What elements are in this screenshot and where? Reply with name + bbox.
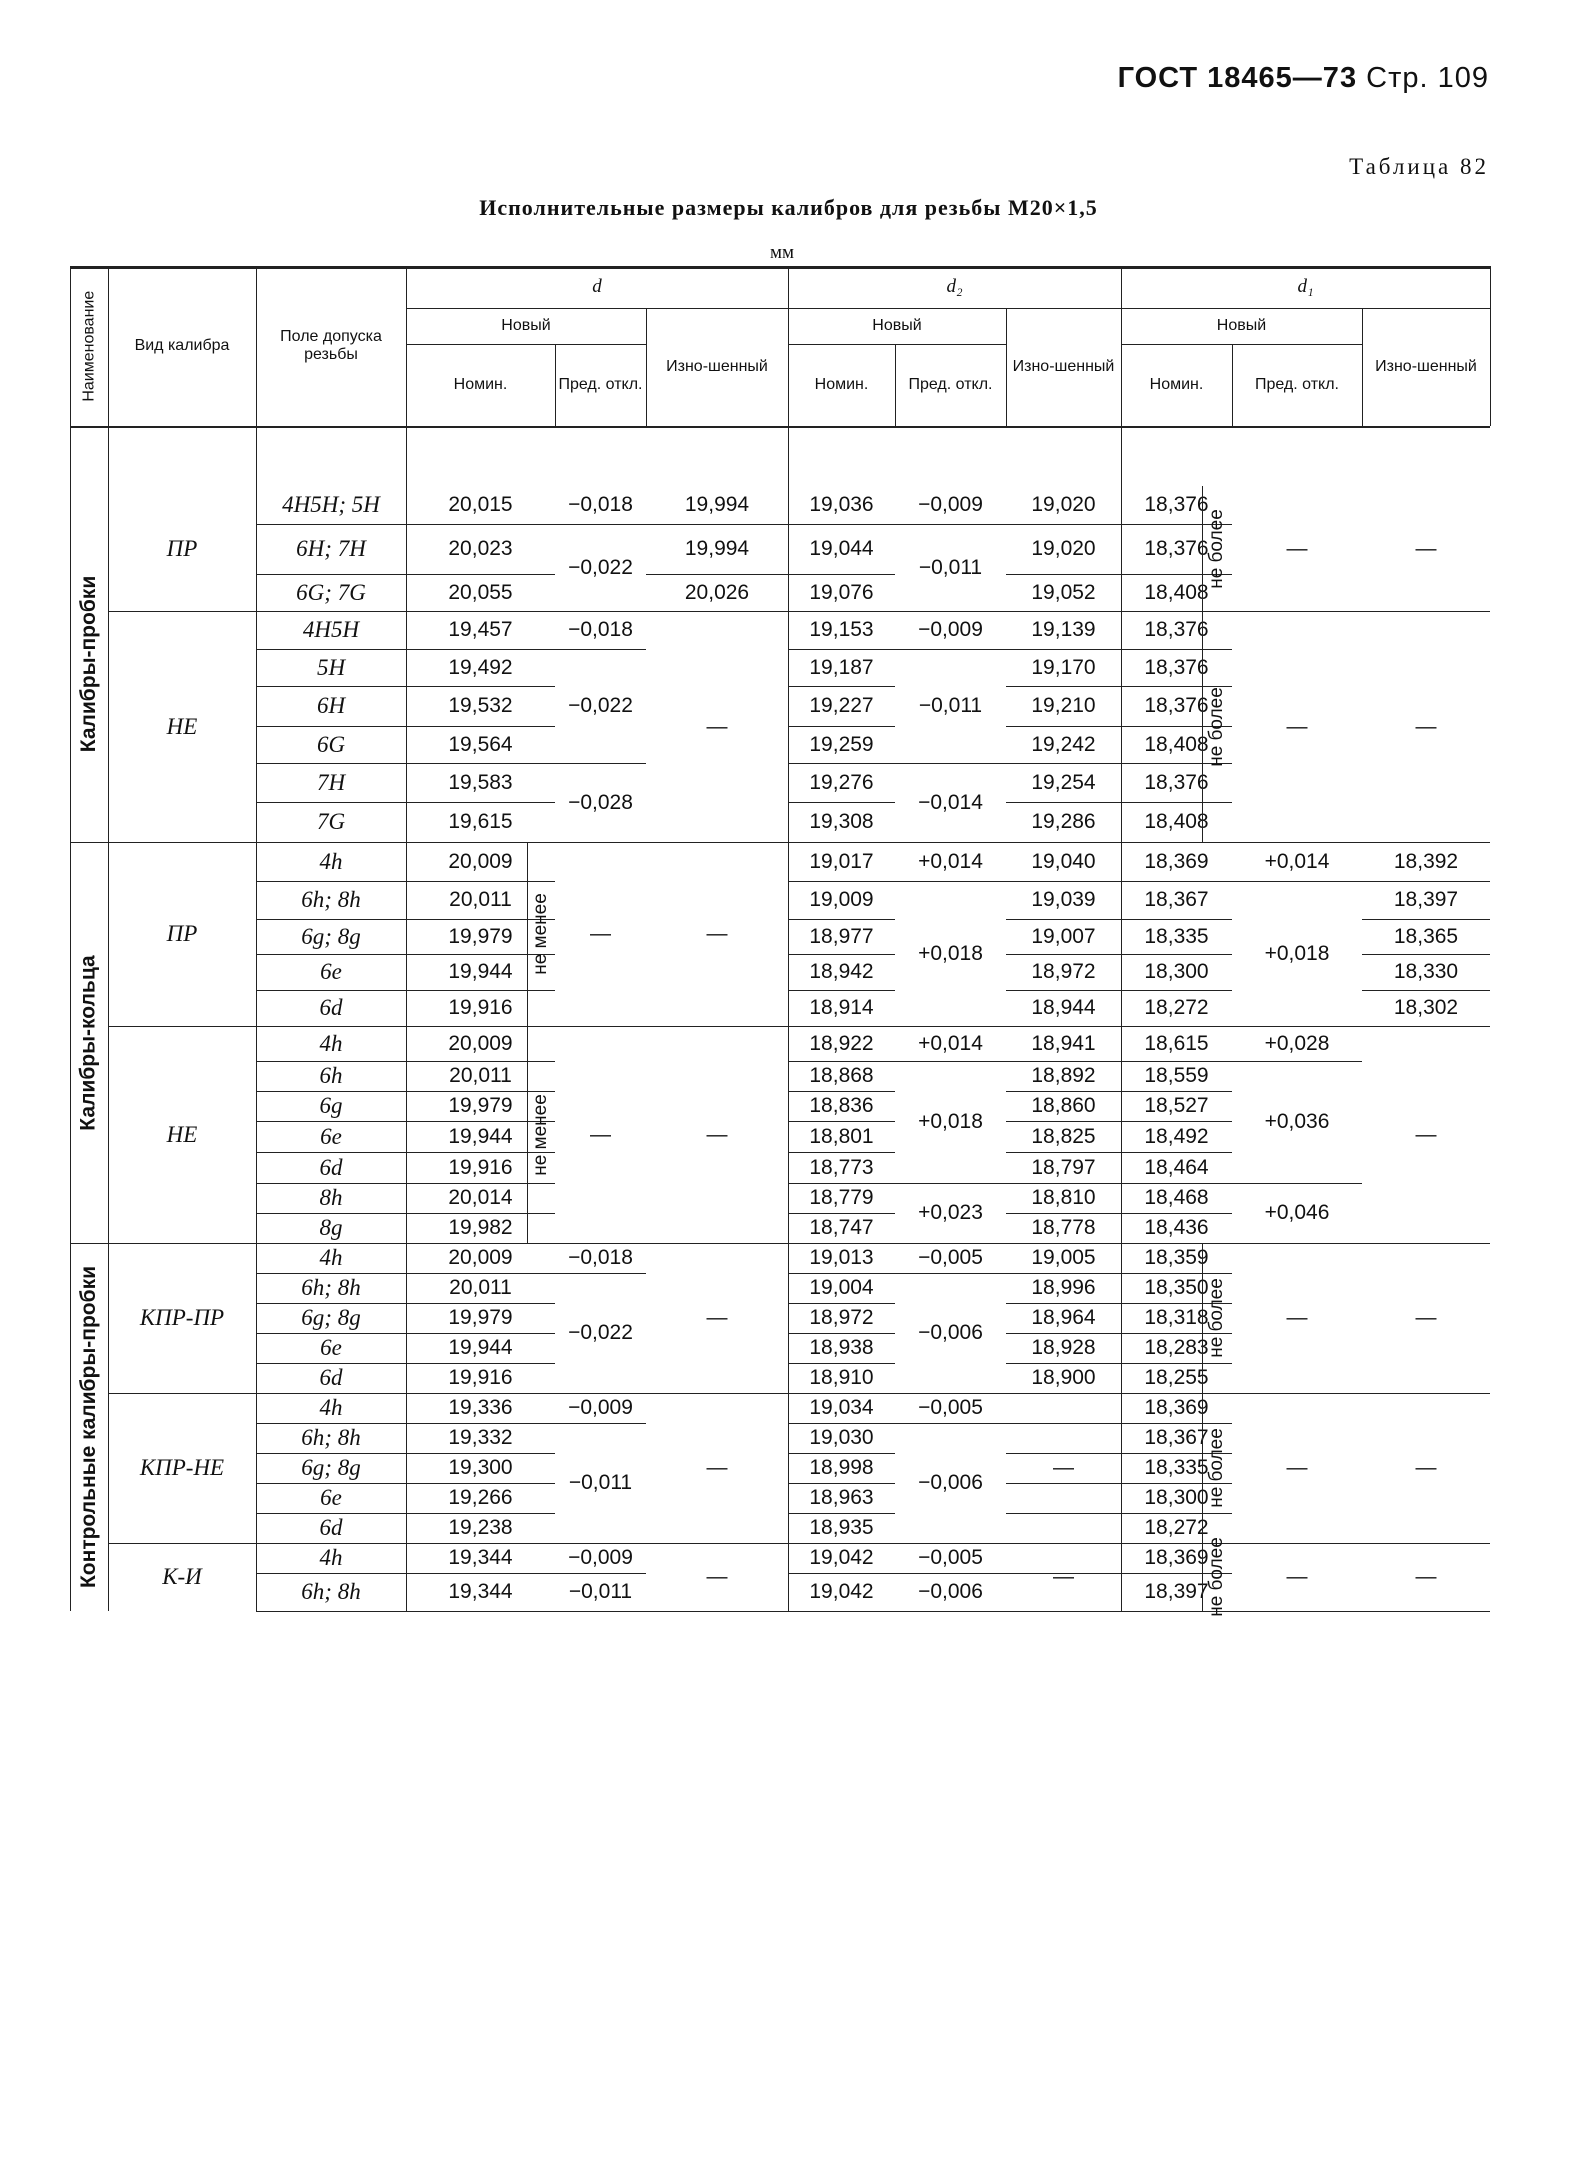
d1-nominal: 18,300 <box>1144 960 1209 983</box>
d2-nominal: 19,030 <box>809 1426 874 1449</box>
d1-nominal: 18,255 <box>1144 1366 1209 1389</box>
d-pred: −0,022 <box>568 1321 633 1344</box>
d-nominal: 19,979 <box>448 924 513 948</box>
gauge-type: КПР-НЕ <box>139 1455 225 1480</box>
d-worn: — <box>706 1122 728 1146</box>
d2-worn: 19,007 <box>1031 924 1096 948</box>
d1-nominal: 18,527 <box>1144 1094 1209 1117</box>
d2-worn: 18,797 <box>1031 1155 1096 1179</box>
rule-h <box>555 1611 646 1612</box>
d2-pred: −0,009 <box>918 618 983 641</box>
d1-nominal: 18,408 <box>1144 810 1209 833</box>
d2-pred: −0,011 <box>918 694 983 717</box>
d1-nominal: 18,318 <box>1144 1306 1209 1329</box>
d2-worn: 19,020 <box>1031 537 1096 560</box>
d1-nominal: 18,367 <box>1144 888 1209 911</box>
d-nominal: 20,055 <box>448 580 513 604</box>
d1-nominal: 18,376 <box>1144 493 1209 516</box>
d2-nominal: 19,042 <box>809 1546 874 1569</box>
page-number: Стр. 109 <box>1366 62 1489 94</box>
d1-nominal: 18,376 <box>1144 694 1209 717</box>
d2-pred: −0,005 <box>918 1246 983 1269</box>
note-ne-bolee: не более <box>1206 686 1227 767</box>
d2-pred: +0,014 <box>918 849 983 873</box>
standard-code: ГОСТ 18465—73 <box>1117 62 1358 94</box>
d2-nominal: 18,773 <box>809 1155 874 1179</box>
header-d-nominal: Номин. <box>453 375 508 393</box>
d2-nominal: 19,153 <box>809 618 874 641</box>
d1-pred: — <box>1286 536 1308 560</box>
header-type: Вид калибра <box>134 336 230 354</box>
d1-nominal: 18,369 <box>1144 849 1209 873</box>
d-pred: — <box>590 1122 611 1146</box>
d-nominal: 19,979 <box>448 1306 513 1329</box>
rule-h <box>108 1543 256 1544</box>
d2-nominal: 19,017 <box>809 849 874 873</box>
tolerance-cell: 6g; 8g <box>301 1305 361 1330</box>
d1-worn: 18,392 <box>1393 849 1459 873</box>
tolerance-cell: 6g; 8g <box>301 1455 361 1480</box>
tolerance-cell: 4Н5Н <box>302 617 360 642</box>
d1-nominal: 18,436 <box>1144 1216 1209 1239</box>
d1-nominal: 18,376 <box>1144 770 1209 794</box>
d2-nominal: 18,922 <box>809 1031 874 1055</box>
d2-worn: 18,860 <box>1031 1094 1096 1117</box>
d2-nominal: 19,034 <box>809 1396 874 1419</box>
d2-pred: +0,018 <box>918 941 983 965</box>
d2-nominal: 19,009 <box>809 888 874 911</box>
d1-nominal: 18,369 <box>1144 1396 1209 1419</box>
header-d2-worn: Изно-шенный <box>1012 357 1115 375</box>
header-d1-pred: Пред. откл. <box>1254 375 1339 393</box>
rule-h <box>895 1611 1006 1612</box>
d2-nominal: 19,259 <box>809 732 874 756</box>
header-d2: d₂ <box>946 276 963 297</box>
d1-nominal: 18,335 <box>1144 1456 1209 1479</box>
d2-worn: 19,286 <box>1031 810 1096 833</box>
header-name: Наименование <box>79 290 97 402</box>
d-worn: 19,994 <box>684 537 750 560</box>
group-label: Контрольные калибры-пробки <box>77 1265 100 1589</box>
d2-worn: 19,040 <box>1031 849 1096 873</box>
d2-pred: −0,011 <box>918 555 983 579</box>
tolerance-cell: 6h; 8h <box>301 1275 361 1300</box>
d2-nominal: 19,042 <box>809 1580 874 1603</box>
d-nominal: 19,492 <box>448 655 513 679</box>
d1-nominal: 18,272 <box>1144 996 1209 1019</box>
note-ne-bolee: не более <box>1206 1278 1227 1358</box>
d1-pred: +0,046 <box>1264 1201 1330 1224</box>
rule-h <box>256 1611 555 1612</box>
d1-worn: — <box>1415 1122 1437 1146</box>
rule-h <box>70 842 108 843</box>
tolerance-cell: 6d <box>319 1154 343 1180</box>
d2-pred: −0,009 <box>918 493 983 516</box>
unit-label: мм <box>770 242 795 263</box>
header-d1-worn: Изно-шенный <box>1375 357 1477 375</box>
d-pred: −0,022 <box>568 694 633 717</box>
d-pred: −0,011 <box>568 1471 633 1494</box>
d2-worn: — <box>1053 1456 1074 1479</box>
d1-nominal: 18,397 <box>1144 1580 1209 1603</box>
d2-nominal: 19,076 <box>809 580 874 604</box>
d1-worn: 18,365 <box>1393 924 1459 948</box>
header-d-new: Новый <box>501 316 551 334</box>
d-pred: −0,028 <box>568 790 633 814</box>
gauge-type: ПР <box>166 535 198 561</box>
d-nominal: 19,344 <box>448 1580 513 1603</box>
d-nominal: 19,564 <box>448 732 513 756</box>
tolerance-cell: 4h <box>319 1545 343 1570</box>
tolerance-cell: 6e <box>320 959 342 984</box>
d2-worn: 18,941 <box>1031 1031 1096 1055</box>
rule-h <box>1362 842 1490 843</box>
header-d2-nominal: Номин. <box>814 375 869 393</box>
header-d2-pred: Пред. откл. <box>908 375 993 393</box>
tolerance-cell: 6h; 8h <box>301 887 361 912</box>
d2-worn: 18,928 <box>1031 1336 1096 1359</box>
d1-pred: +0,014 <box>1264 849 1330 873</box>
d-nominal: 19,982 <box>448 1216 513 1239</box>
d-nominal: 19,266 <box>448 1486 513 1509</box>
gauge-type: ПР <box>166 921 198 946</box>
d-nominal: 19,532 <box>448 694 513 717</box>
d2-worn: 18,996 <box>1031 1276 1096 1299</box>
tolerance-cell: 6e <box>320 1335 342 1360</box>
d1-pred: +0,018 <box>1264 941 1330 965</box>
d2-worn: 19,210 <box>1031 694 1096 717</box>
rule-h <box>108 1243 256 1244</box>
d2-nominal: 19,013 <box>809 1246 874 1269</box>
tolerance-cell: 7Н <box>316 769 346 795</box>
d1-nominal: 18,376 <box>1144 618 1209 641</box>
d-nominal: 19,916 <box>448 1366 513 1389</box>
tolerance-cell: 4h <box>319 1245 343 1270</box>
header-d2-new: Новый <box>872 316 922 334</box>
tolerance-cell: 4h <box>319 848 343 874</box>
header-d: d <box>592 276 602 297</box>
d1-nominal: 18,408 <box>1144 732 1209 756</box>
rule-h <box>108 1026 256 1027</box>
tolerance-cell: 6e <box>320 1123 342 1149</box>
d2-worn: 18,778 <box>1031 1216 1096 1239</box>
d2-worn: 19,242 <box>1031 732 1096 756</box>
d2-worn: 18,900 <box>1031 1366 1096 1389</box>
tolerance-cell: 6Н <box>316 693 346 718</box>
d1-nominal: 18,492 <box>1144 1124 1209 1148</box>
d2-worn: 19,254 <box>1031 770 1096 794</box>
d1-worn: — <box>1415 536 1437 560</box>
gauge-table <box>70 266 1490 1998</box>
d2-nominal: 18,836 <box>809 1094 874 1117</box>
d1-nominal: 18,369 <box>1144 1546 1209 1569</box>
d2-worn: 18,825 <box>1031 1124 1096 1148</box>
rule-h <box>1006 1611 1121 1612</box>
d1-nominal: 18,283 <box>1144 1336 1209 1359</box>
tolerance-cell: 4h <box>319 1395 343 1420</box>
d1-pred: — <box>1286 1306 1308 1329</box>
rule-h <box>646 1611 788 1612</box>
d1-pred: — <box>1286 714 1308 738</box>
d1-nominal: 18,335 <box>1144 924 1209 948</box>
tolerance-cell: 8h <box>319 1185 343 1210</box>
tolerance-cell: 6G; 7G <box>296 579 366 605</box>
d1-worn: 18,330 <box>1393 960 1459 983</box>
d1-nominal: 18,300 <box>1144 1486 1209 1509</box>
header-d1-new: Новый <box>1216 316 1267 334</box>
note-ne-bolee: не более <box>1206 1428 1227 1508</box>
gauge-type: КПР-ПР <box>139 1305 225 1330</box>
gauge-type: НЕ <box>166 1121 198 1147</box>
d-pred: −0,018 <box>568 1246 633 1269</box>
d2-nominal: 18,942 <box>809 960 874 983</box>
d-nominal: 20,009 <box>448 1246 513 1269</box>
tolerance-cell: 6g <box>319 1093 343 1118</box>
d2-worn: 18,810 <box>1031 1186 1096 1209</box>
d-nominal: 19,457 <box>448 618 513 641</box>
d2-nominal: 19,036 <box>809 493 874 516</box>
d-nominal: 19,944 <box>448 1124 513 1148</box>
d2-nominal: 18,938 <box>809 1336 874 1359</box>
d-nominal: 19,916 <box>448 1155 513 1179</box>
d1-nominal: 18,408 <box>1144 580 1209 604</box>
d1-nominal: 18,468 <box>1144 1186 1209 1209</box>
tolerance-cell: 6h; 8h <box>301 1425 361 1450</box>
d1-worn: — <box>1415 1306 1437 1329</box>
note-ne-menee: не менее <box>530 1093 552 1176</box>
d-worn: — <box>706 1456 728 1479</box>
rule-h <box>1232 1611 1362 1612</box>
d-nominal: 19,300 <box>448 1456 513 1479</box>
d2-pred: +0,014 <box>918 1031 983 1055</box>
tolerance-cell: 6Н; 7Н <box>296 536 366 561</box>
table-number: Таблица 82 <box>1349 154 1489 179</box>
d2-nominal: 19,227 <box>809 694 874 717</box>
d-pred: −0,022 <box>568 555 633 579</box>
d1-worn: 18,302 <box>1393 996 1459 1019</box>
d-pred: −0,018 <box>568 493 633 516</box>
note-ne-bolee: не более <box>1206 1537 1227 1617</box>
d-nominal: 20,009 <box>448 849 513 873</box>
rule-h <box>1362 1611 1490 1612</box>
d1-worn: — <box>1415 714 1437 738</box>
rule-h <box>70 1243 108 1244</box>
d2-nominal: 18,963 <box>809 1486 874 1509</box>
d-pred: −0,009 <box>568 1396 633 1419</box>
d2-worn: 18,964 <box>1031 1306 1096 1329</box>
d2-nominal: 18,868 <box>809 1064 874 1087</box>
d-nominal: 20,009 <box>448 1031 513 1055</box>
d-nominal: 19,583 <box>448 770 513 794</box>
note-ne-bolee: не более <box>1206 508 1227 589</box>
rule-h <box>788 1611 895 1612</box>
table-title: Исполнительные размеры калибров для резьбы М20×1,5 <box>479 195 1098 220</box>
d2-worn: 18,892 <box>1031 1064 1096 1087</box>
d2-worn: 19,052 <box>1031 580 1096 604</box>
gauge-type: К-И <box>162 1564 202 1589</box>
d2-pred: −0,006 <box>918 1580 983 1603</box>
d1-nominal: 18,367 <box>1144 1426 1209 1449</box>
d2-nominal: 19,044 <box>809 537 874 560</box>
tolerance-cell: 8g <box>319 1215 343 1240</box>
header-d1: d₁ <box>1297 276 1314 297</box>
tolerance-cell: 6d <box>319 1365 343 1390</box>
d1-pred: +0,036 <box>1264 1110 1330 1133</box>
d2-nominal: 19,308 <box>809 810 874 833</box>
d2-worn: 18,972 <box>1031 960 1096 983</box>
rule-h <box>108 842 256 843</box>
d-worn: — <box>706 922 728 945</box>
d-worn: 20,026 <box>684 580 750 604</box>
d2-nominal: 18,972 <box>809 1306 874 1329</box>
d-worn: — <box>706 1306 728 1329</box>
d-worn: — <box>706 714 728 738</box>
page-header <box>1118 62 1489 95</box>
d-nominal: 20,014 <box>448 1186 513 1209</box>
d2-pred: +0,018 <box>918 1110 983 1133</box>
d1-pred: +0,028 <box>1264 1031 1330 1055</box>
d2-nominal: 18,801 <box>809 1124 874 1148</box>
d-nominal: 19,979 <box>448 1094 513 1117</box>
header-tolerance: Поле допуска резьбы <box>280 327 382 363</box>
d-nominal: 20,011 <box>449 1064 512 1087</box>
d2-worn: 19,139 <box>1031 618 1096 641</box>
d1-nominal: 18,350 <box>1144 1276 1209 1299</box>
d2-pred: −0,005 <box>918 1546 983 1569</box>
d-nominal: 19,344 <box>448 1546 513 1569</box>
d1-nominal: 18,559 <box>1144 1064 1209 1087</box>
tolerance-cell: 4h <box>319 1030 343 1056</box>
tolerance-cell: 6d <box>319 1515 343 1540</box>
d-nominal: 19,916 <box>448 996 513 1019</box>
d2-nominal: 19,187 <box>809 655 874 679</box>
d1-worn: — <box>1415 1456 1437 1479</box>
d2-worn: — <box>1053 1565 1074 1588</box>
d1-worn: 18,397 <box>1393 888 1459 911</box>
gauge-type: НЕ <box>166 713 198 739</box>
d-worn: 19,994 <box>684 493 750 516</box>
d1-nominal: 18,615 <box>1144 1031 1209 1055</box>
d-nominal: 19,944 <box>448 960 513 983</box>
tolerance-cell: 7G <box>316 809 346 834</box>
d2-nominal: 18,779 <box>809 1186 874 1209</box>
d2-nominal: 18,747 <box>809 1216 874 1239</box>
d-worn: — <box>706 1565 728 1588</box>
d2-pred: −0,014 <box>918 790 983 814</box>
group-label: Калибры-кольца <box>77 954 100 1131</box>
header-d1-nominal: Номин. <box>1149 375 1204 393</box>
d1-nominal: 18,376 <box>1144 537 1209 560</box>
tolerance-cell: 6h <box>319 1063 343 1088</box>
d1-worn: — <box>1415 1565 1437 1588</box>
rule-h <box>108 611 256 612</box>
d-nominal: 20,011 <box>449 888 512 911</box>
note-ne-menee: не менее <box>530 893 552 975</box>
d1-nominal: 18,464 <box>1144 1155 1209 1179</box>
tolerance-cell: 4Н5Н; 5Н <box>282 492 380 517</box>
d1-nominal: 18,272 <box>1144 1516 1209 1539</box>
d-nominal: 19,615 <box>448 810 513 833</box>
d1-nominal: 18,359 <box>1144 1246 1209 1269</box>
tolerance-cell: 6h; 8h <box>301 1579 361 1604</box>
d1-pred: — <box>1286 1456 1308 1479</box>
d2-worn: 19,170 <box>1031 655 1096 679</box>
d-pred: −0,018 <box>568 618 633 641</box>
group-label: Калибры-пробки <box>77 575 100 753</box>
tolerance-cell: 6d <box>319 995 343 1020</box>
d-pred: — <box>590 922 611 945</box>
tolerance-cell: 6e <box>320 1485 342 1510</box>
tolerance-cell: 5Н <box>316 654 346 680</box>
d2-worn: 19,020 <box>1031 493 1096 516</box>
d-nominal: 19,944 <box>448 1336 513 1359</box>
d2-nominal: 18,914 <box>809 996 874 1019</box>
d2-worn: 19,039 <box>1031 888 1096 911</box>
d2-nominal: 19,004 <box>809 1276 874 1299</box>
d-nominal: 20,011 <box>449 1276 512 1299</box>
d2-nominal: 18,910 <box>809 1366 874 1389</box>
header-d-pred: Пред. откл. <box>558 375 643 393</box>
d2-worn: 18,944 <box>1031 996 1096 1019</box>
rule-v <box>1490 266 1491 426</box>
d2-worn: 19,005 <box>1031 1246 1096 1269</box>
d1-pred: — <box>1286 1565 1308 1588</box>
d2-pred: −0,005 <box>918 1396 983 1419</box>
d-nominal: 19,336 <box>448 1396 513 1419</box>
d-nominal: 20,015 <box>448 493 513 516</box>
d2-nominal: 18,977 <box>809 924 874 948</box>
d2-pred: −0,006 <box>918 1471 983 1494</box>
header-d-worn: Изно-шенный <box>666 357 768 375</box>
d-pred: −0,011 <box>568 1580 633 1603</box>
d1-nominal: 18,376 <box>1144 655 1209 679</box>
tolerance-cell: 6g; 8g <box>301 923 361 949</box>
d-pred: −0,009 <box>568 1546 633 1569</box>
d2-nominal: 18,935 <box>809 1516 874 1539</box>
d2-nominal: 19,276 <box>809 770 874 794</box>
d2-pred: +0,023 <box>918 1201 983 1224</box>
d2-pred: −0,006 <box>918 1321 983 1344</box>
d-nominal: 20,023 <box>448 537 513 560</box>
rule-h <box>70 426 1490 428</box>
d-nominal: 19,238 <box>448 1516 513 1539</box>
tolerance-cell: 6G <box>316 731 346 757</box>
rule-h <box>108 1393 256 1394</box>
d-nominal: 19,332 <box>448 1426 513 1449</box>
d2-nominal: 18,998 <box>809 1456 874 1479</box>
